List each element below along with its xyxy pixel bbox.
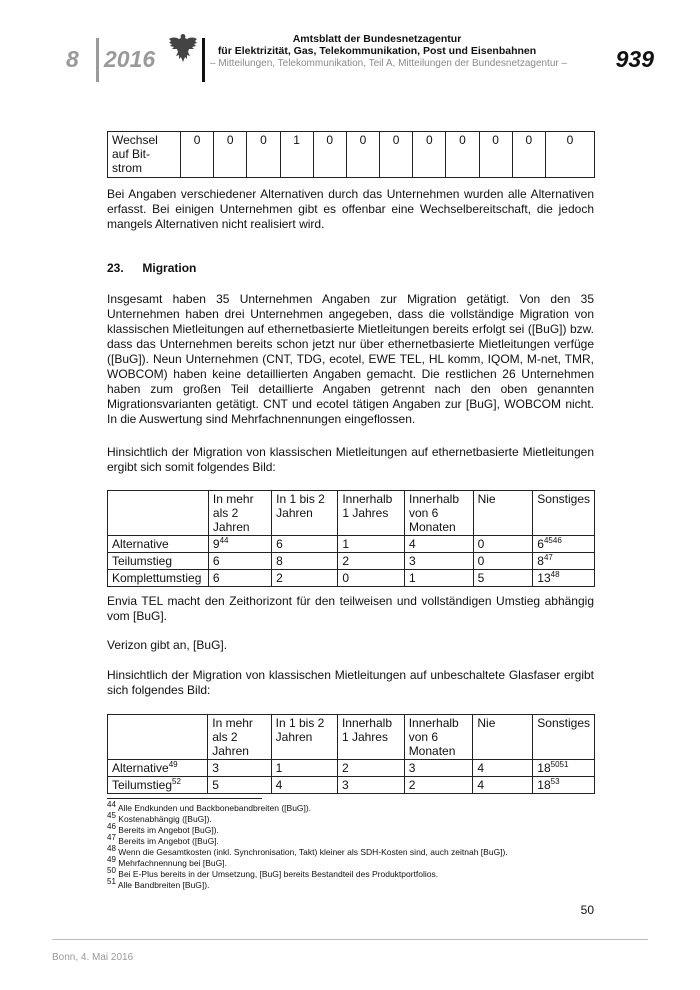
table-cell: $6^{4546}$ bbox=[533, 536, 595, 553]
table-row bbox=[108, 777, 595, 794]
table-cell: 0 bbox=[338, 570, 405, 587]
table-cell: 0 bbox=[479, 132, 512, 178]
table-row bbox=[108, 570, 595, 587]
switch-table bbox=[107, 131, 595, 178]
column-header bbox=[108, 715, 208, 760]
column-header: In mehr als 2 Jahren bbox=[208, 491, 271, 536]
table-cell: 2 bbox=[272, 570, 338, 587]
table-cell: 0 bbox=[413, 132, 446, 178]
journal-page-number: 939 bbox=[615, 46, 654, 72]
column-header: In 1 bis 2 Jahren bbox=[272, 491, 338, 536]
footnote: $^{49}$ Mehrfachnennung bei [BuG]. bbox=[107, 855, 227, 868]
issue-year: 2016 bbox=[104, 46, 156, 72]
table-cell: 0 bbox=[313, 132, 346, 178]
table-cell: 6 bbox=[208, 553, 271, 570]
table-cell: 3 bbox=[404, 760, 473, 777]
footnote: $^{46}$ Bereits im Angebot [BuG]). bbox=[107, 822, 219, 835]
column-header: In 1 bis 2 Jahren bbox=[271, 715, 337, 760]
column-header: Innerhalb von 6 Monaten bbox=[404, 715, 473, 760]
table-cell: $18^{5051}$ bbox=[533, 760, 595, 777]
table-cell: 1 bbox=[271, 760, 337, 777]
table-cell: 0 bbox=[473, 536, 533, 553]
column-header: Sonstiges bbox=[533, 491, 595, 536]
column-header: Innerhalb 1 Jahres bbox=[337, 715, 404, 760]
section-subtitle: – Mitteilungen, Telekommunikation, Teil A, Mitteilungen der Bundesnetzagentur – bbox=[210, 58, 568, 69]
table-cell: 0 bbox=[380, 132, 413, 178]
section-number: 23. bbox=[107, 261, 124, 275]
table-cell: 5 bbox=[208, 777, 271, 794]
paragraph: Insgesamt haben 35 Unternehmen Angaben zur Migration getätigt. Von den 35 Unternehmen haben drei Unternehmen angegeben, dass die vollständige Migration von klassischen Mietleitungen auf ethernetbasierte Mietleitungen bereits erfolgt sei ([BuG]) bzw. dass das Unternehmen bereits schon jetzt nur über ethernetbasierte Mietleitungen verfüge ([BuG]). Neun Unternehmen (CNT, TDG, ecotel, EWE TEL, HL komm, IQOM, M-net, TMR, WOBCOM) haben keine detaillierten Angaben gemacht. Die restlichen 26 Unternehmen haben zum großen Teil detaillierte Angaben getrennt nach den oben genannten Migrationsvarianten getätigt. CNT und ecotel tätigen Angaben zur [BuG], WOBCOM nicht. In die Auswertung sind Mehrfachnennungen eingeflossen. bbox=[107, 292, 594, 426]
table-cell: 0 bbox=[247, 132, 280, 178]
table-cell: 4 bbox=[473, 777, 533, 794]
table-row bbox=[108, 553, 595, 570]
column-header: In mehr als 2 Jahren bbox=[208, 715, 271, 760]
paragraph: Verizon gibt an, [BuG]. bbox=[107, 638, 228, 652]
table-cell: 0 bbox=[181, 132, 214, 178]
table-cell: 2 bbox=[404, 777, 473, 794]
column-header: Innerhalb 1 Jahres bbox=[338, 491, 405, 536]
column-header: Nie bbox=[473, 491, 533, 536]
header-divider bbox=[96, 38, 99, 82]
row-label: Alternative bbox=[108, 536, 209, 553]
table-cell: 3 bbox=[404, 553, 473, 570]
table-cell: 2 bbox=[338, 553, 405, 570]
footnote: $^{51}$ Alle Bandbreiten [BuG]). bbox=[107, 877, 210, 890]
paragraph: Bei Angaben verschiedener Alternativen durch das Unternehmen wurden alle Alternativen erfasst. Bei einigen Unternehmen gibt es offenbar eine Wechselbereitschaft, die jedoch mangels Alternativen nicht realisiert wird. bbox=[107, 187, 594, 231]
table-cell: 0 bbox=[512, 132, 545, 178]
row-label: Teilumstieg$^{52}$ bbox=[108, 777, 208, 794]
table-cell: 0 bbox=[346, 132, 379, 178]
publication-subtitle: für Elektrizität, Gas, Telekommunikation, Post und Eisenbahnen bbox=[217, 45, 537, 57]
header-divider-dark bbox=[202, 38, 205, 82]
footnote: $^{47}$ Bereits im Angebot ([BuG]. bbox=[107, 833, 219, 846]
table-cell: 4 bbox=[271, 777, 337, 794]
table-cell: 4 bbox=[473, 760, 533, 777]
table-header-row bbox=[108, 715, 595, 760]
publication-title: Amtsblatt der Bundesnetzagentur bbox=[292, 33, 462, 45]
footnote: $^{50}$ Bei E-Plus bereits in der Umsetzung, [BuG] bereits Bestandteil des Produktportfolios. bbox=[107, 866, 439, 879]
footnote: $^{44}$ Alle Endkunden und Backbonebandbreiten ([BuG]). bbox=[107, 800, 312, 813]
table-cell: 1 bbox=[338, 536, 405, 553]
table-cell: $9^{44}$ bbox=[208, 536, 271, 553]
table-cell: $13^{48}$ bbox=[533, 570, 595, 587]
table-cell: 3 bbox=[337, 777, 404, 794]
column-header bbox=[108, 491, 209, 536]
section-title: Migration bbox=[142, 261, 197, 275]
section-heading bbox=[107, 261, 594, 276]
row-label: Teilumstieg bbox=[108, 553, 209, 570]
table-cell: 5 bbox=[473, 570, 533, 587]
table-row bbox=[108, 760, 595, 777]
issue-number: 8 bbox=[66, 46, 79, 72]
table-row bbox=[108, 132, 595, 178]
table-cell: 8 bbox=[272, 553, 338, 570]
row-label: Komplettumstieg bbox=[108, 570, 209, 587]
federal-eagle-icon bbox=[168, 32, 198, 64]
paragraph: Hinsichtlich der Migration von klassischen Mietleitungen auf ethernetbasierte Mietleitungen ergibt sich somit folgendes Bild: bbox=[107, 445, 594, 474]
footnote: $^{48}$ Wenn die Gesamtkosten (inkl. Synchronisation, Takt) kleiner als SDH-Kosten sind, auch zeitnah [BuG]). bbox=[107, 844, 508, 857]
paragraph: Hinsichtlich der Migration von klassischen Mietleitungen auf unbeschaltete Glasfaser ergibt sich folgendes Bild: bbox=[107, 668, 594, 697]
table-row bbox=[108, 536, 595, 553]
table-cell: 4 bbox=[404, 536, 473, 553]
table-header-row bbox=[108, 491, 595, 536]
row-label: Alternative$^{49}$ bbox=[108, 760, 208, 777]
paragraph: Envia TEL macht den Zeithorizont für den teilweisen und vollständigen Umstieg abhängig vom [BuG]. bbox=[107, 594, 594, 623]
table-cell: 0 bbox=[446, 132, 479, 178]
column-header: Nie bbox=[473, 715, 533, 760]
column-header: Sonstiges bbox=[533, 715, 595, 760]
migration-fiber-table bbox=[107, 714, 595, 794]
table-cell: 3 bbox=[208, 760, 271, 777]
table-cell: $8^{47}$ bbox=[533, 553, 595, 570]
footer-divider bbox=[52, 939, 648, 940]
table-cell: 1 bbox=[404, 570, 473, 587]
table-cell: 0 bbox=[473, 553, 533, 570]
table-cell: 6 bbox=[272, 536, 338, 553]
column-header: Innerhalb von 6 Monaten bbox=[404, 491, 473, 536]
footnote-separator bbox=[107, 798, 262, 799]
table-cell: 2 bbox=[337, 760, 404, 777]
footer-date: Bonn, 4. Mai 2016 bbox=[52, 952, 134, 963]
migration-ethernet-table bbox=[107, 490, 595, 587]
table-cell: 0 bbox=[214, 132, 247, 178]
page-number: 50 bbox=[580, 903, 594, 917]
table-cell: 0 bbox=[546, 132, 595, 178]
footnote: $^{45}$ Kostenabhängig ([BuG]). bbox=[107, 811, 212, 824]
footnotes bbox=[107, 800, 508, 891]
table-cell: 6 bbox=[208, 570, 271, 587]
table-cell: 1 bbox=[280, 132, 313, 178]
row-label: Wechsel auf Bit-strom bbox=[108, 132, 181, 178]
table-cell: $18^{53}$ bbox=[533, 777, 595, 794]
